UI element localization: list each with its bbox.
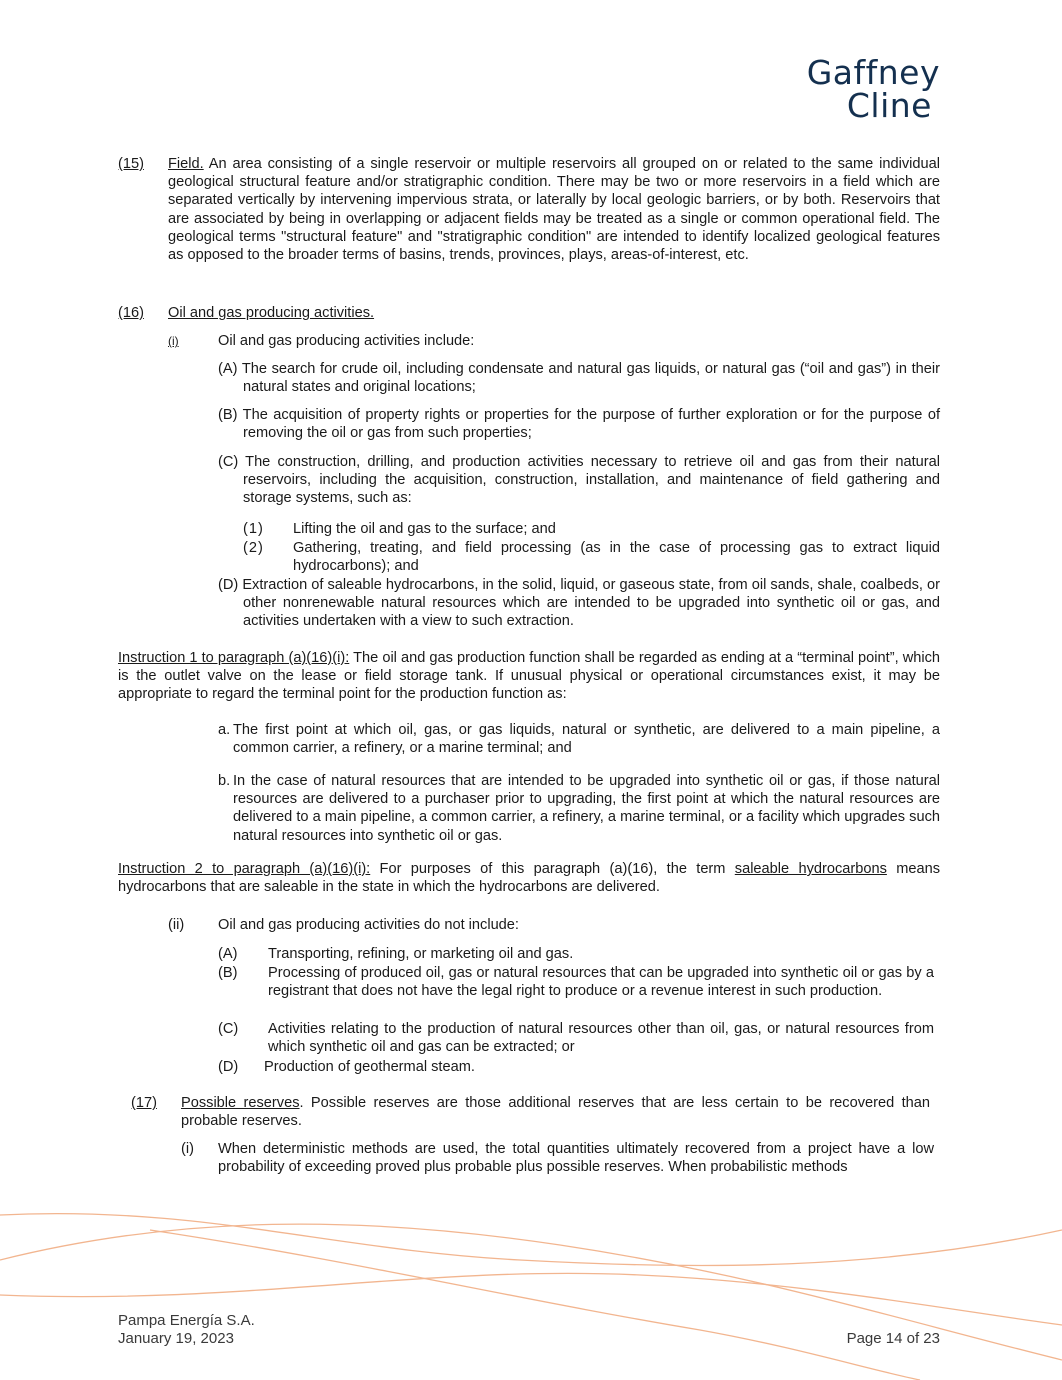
section-16-item-D: (D) Extraction of saleable hydrocarbons, in the solid, liquid, or gaseous state, from oil sands, shale, coalbeds, or other nonrenewable natural resources which are intended to be upgraded into synthetic oil or gas, and activities undertaken with a view to such extraction. [218, 577, 940, 630]
section-16-ii-B-number: (B) [218, 965, 238, 981]
section-17-i-number: (i) [181, 1141, 194, 1157]
footer-company: Pampa Energía S.A. [118, 1312, 255, 1329]
instruction-2-term: saleable hydrocarbons [734, 861, 887, 877]
footer-page-number: Page 14 of 23 [846, 1330, 940, 1347]
section-15-number: (15) [118, 156, 144, 172]
section-16-ii-B-text: Processing of produced oil, gas or natural resources that can be upgraded into synthetic oil or gas by a registrant that does not have the legal right to produce or a revenue interest in such production. [268, 965, 934, 1000]
logo-line-1: Gaffney [806, 53, 940, 92]
section-16-ii-C-number: (C) [218, 1021, 239, 1037]
instruction-2-text-2: means hydrocarbons that are saleable in the state in which the hydrocarbons are delivered. [118, 861, 941, 896]
section-16-i-number: (i) [168, 334, 179, 348]
instruction-1-paragraph [118, 649, 940, 704]
section-17-i-text: When deterministic methods are used, the total quantities ultimately recovered from a project have a low probability of exceeding proved plus probable plus possible reserves. When probabilistic methods [218, 1141, 934, 1176]
instruction-2-paragraph [118, 860, 940, 896]
section-16-number: (16) [118, 305, 144, 321]
section-16-ii-D-number: (D) [218, 1059, 239, 1075]
section-17-term: Possible reserves [181, 1095, 300, 1111]
section-16-heading: Oil and gas producing activities. [168, 305, 375, 321]
section-15-paragraph [168, 155, 940, 264]
instruction-1-b-text: In the case of natural resources that are intended to be upgraded into synthetic oil or gas, if those natural resources are delivered to a purchaser prior to upgrading, the first point at which the natural resources are delivered to a main pipeline, a common carrier, a refinery, a marine terminal, or a facility which upgrades such natural resources into synthetic oil or gas. [233, 773, 940, 844]
instruction-1-text: The oil and gas production function shall be regarded as ending at a “terminal point”, which is the outlet valve on the lease or field storage tank. If unusual physical or operational circumstances exist, it may be appropriate to regard the terminal point for the production function as: [118, 650, 941, 703]
section-16-item-C: (C) The construction, drilling, and production activities necessary to retrieve oil and gas from their natural reservoirs, including the acquisition, construction, installation, and maintenance of field gathering and storage systems, such as: [218, 454, 940, 507]
section-16-i-text: Oil and gas producing activities include: [218, 333, 475, 349]
wave-line-1 [0, 1214, 1062, 1266]
instruction-2-text-1: For purposes of this paragraph (a)(16), the term [370, 861, 735, 877]
footer-date: January 19, 2023 [118, 1330, 234, 1347]
section-17-number: (17) [131, 1095, 157, 1111]
section-17-text: . Possible reserves are those additional reserves that are less certain to be recovered than probable reserves. [181, 1095, 930, 1130]
instruction-1-b-number: b. [218, 773, 231, 789]
section-16-ii-number: (ii) [168, 917, 185, 933]
section-16-ii-C-text: Activities relating to the production of natural resources other than oil, gas, or natural resources from which synthetic oil and gas can be extracted; or [268, 1021, 934, 1056]
section-16-ii-text: Oil and gas producing activities do not include: [218, 917, 519, 933]
section-16-ii-A-text: Transporting, refining, or marketing oil and gas. [268, 946, 574, 962]
section-16-c2-number: (2) [243, 540, 264, 556]
instruction-1-label: Instruction 1 to paragraph (a)(16)(i): [118, 650, 350, 666]
section-16-ii-A-number: (A) [218, 946, 238, 962]
wave-line-4 [150, 1230, 920, 1380]
section-16-c2-text: Gathering, treating, and field processing (as in the case of processing gas to extract liquid hydrocarbons); and [293, 540, 940, 575]
decorative-waves [0, 1190, 1062, 1380]
section-16-ii-D-text: Production of geothermal steam. [264, 1059, 475, 1075]
logo-line-2: Cline [846, 86, 932, 125]
section-15-term: Field. [168, 156, 204, 172]
section-16-item-B: (B) The acquisition of property rights or properties for the purpose of further exploration or for the purpose of removing the oil or gas from such properties; [218, 407, 940, 442]
company-logo [800, 53, 940, 125]
section-16-item-A: (A) The search for crude oil, including condensate and natural gas liquids, or natural gas (“oil and gas”) in their natural states and original locations; [218, 361, 940, 396]
section-15-text: An area consisting of a single reservoir or multiple reservoirs all grouped on or related to the same individual geological structural feature and/or stratigraphic condition. There may be two or more reservoirs in a field which are separated vertically by intervening impervious strata, or laterally by local geologic barriers, or by both. Reservoirs that are associated by being in overlapping or adjacent fields may be treated as a single or common operational field. The geological terms "structural feature" and "stratigraphic condition" are intended to identify localized geological features as opposed to the broader terms of basins, trends, provinces, plays, areas-of-interest, etc. [168, 156, 940, 264]
section-16-c1-text: Lifting the oil and gas to the surface; and [293, 521, 556, 537]
section-16-c1-number: (1) [243, 521, 264, 537]
instruction-1-a-number: a. [218, 722, 231, 738]
instruction-2-label: Instruction 2 to paragraph (a)(16)(i): [118, 861, 371, 877]
instruction-1-a-text: The first point at which oil, gas, or gas liquids, natural or synthetic, are delivered to a main pipeline, a common carrier, a refinery, or a marine terminal; and [233, 722, 940, 757]
section-17-paragraph [181, 1094, 930, 1130]
